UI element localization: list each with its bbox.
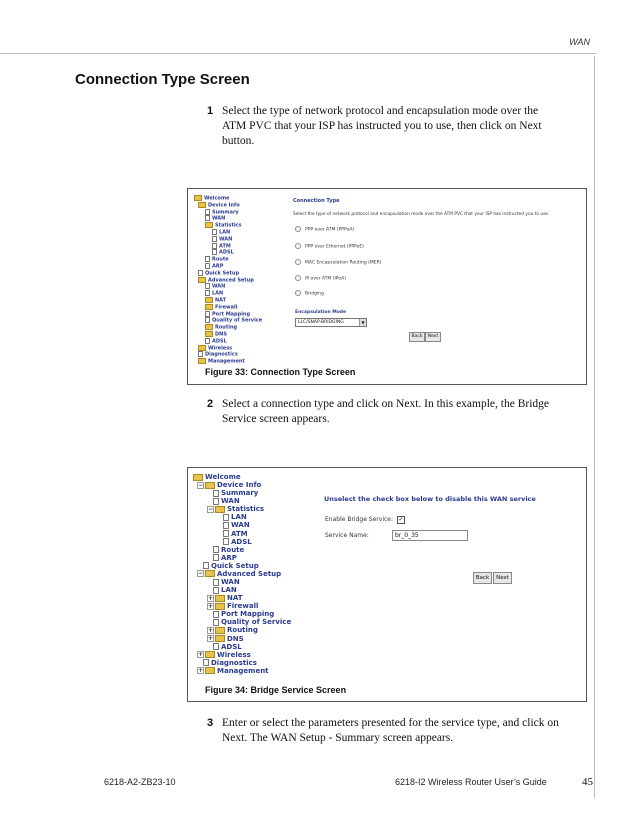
tree-item[interactable]: Quick Setup (193, 562, 291, 570)
tree-item[interactable]: − Advanced Setup (198, 569, 282, 578)
page-icon (205, 263, 210, 269)
tree-item[interactable]: Diagnostics (194, 351, 262, 358)
tree-item[interactable]: + Firewall (208, 602, 259, 611)
tree-item[interactable]: Port Mapping (193, 610, 291, 618)
tree-item[interactable]: + Wireless (198, 650, 251, 659)
tree-item[interactable]: ADSL (194, 338, 262, 345)
tree-item[interactable]: Diagnostics (193, 659, 291, 667)
page-icon (205, 283, 210, 289)
tree-item[interactable]: ATM (193, 530, 291, 538)
folder-icon (205, 304, 213, 310)
tree-item[interactable]: WAN (193, 578, 291, 586)
folder-icon (198, 345, 206, 351)
page-icon (213, 546, 219, 553)
step-number: 3 (207, 717, 214, 729)
tree-item[interactable]: ARP (193, 554, 291, 562)
page-icon (198, 270, 203, 276)
dropdown-arrow-icon: ▼ (359, 319, 366, 326)
page-icon (205, 215, 210, 221)
expand-icon[interactable]: + (208, 594, 214, 602)
step-text-line: Select the type of network protocol and encapsulation mode over the (222, 105, 539, 117)
radio-button[interactable] (295, 290, 301, 296)
page-icon (203, 562, 209, 569)
tree-item[interactable]: Summary (194, 209, 262, 216)
tree-item[interactable]: ADSL (193, 643, 291, 651)
page-icon (223, 530, 229, 537)
expand-icon[interactable]: + (198, 667, 204, 675)
folder-icon (215, 506, 225, 513)
page-icon (203, 659, 209, 666)
tree-item[interactable]: WAN (193, 497, 291, 505)
radio-button[interactable] (295, 226, 301, 232)
tree-item[interactable]: LAN (193, 586, 291, 594)
page-icon (213, 611, 219, 618)
page-icon (205, 338, 210, 344)
header-rule (0, 53, 596, 54)
tree-item[interactable]: LAN (194, 290, 262, 297)
margin-rule (594, 56, 595, 798)
footer-doc-id: 6218-A2-ZB23-10 (104, 777, 176, 787)
expand-icon[interactable]: + (208, 626, 214, 634)
tree-item[interactable]: WAN (193, 521, 291, 529)
radio-button[interactable] (295, 259, 301, 265)
tree-item[interactable]: Routing (194, 324, 262, 331)
tree-item[interactable]: WAN (194, 236, 262, 243)
page-icon (205, 311, 210, 317)
expand-icon[interactable]: + (208, 635, 214, 643)
tree-item[interactable]: Route (194, 256, 262, 263)
tree-item[interactable]: ADSL (193, 538, 291, 546)
step-number: 2 (207, 398, 214, 410)
tree-item[interactable]: Quality of Service (194, 317, 262, 324)
expand-icon[interactable]: + (198, 651, 204, 659)
back-button[interactable]: Back (409, 332, 425, 342)
page-icon (213, 490, 219, 497)
step-1 (207, 104, 577, 152)
step-text-line: Enter or select the parameters presented for the service type, and click on (222, 717, 559, 729)
radio-option[interactable]: PPP over ATM (PPPoA) (295, 226, 354, 233)
tree-item[interactable]: Route (193, 546, 291, 554)
collapse-icon[interactable]: − (198, 481, 204, 489)
page-icon (212, 243, 217, 249)
collapse-icon[interactable]: − (198, 570, 204, 578)
nav-tree (194, 195, 262, 365)
tree-item[interactable]: + NAT (208, 594, 243, 603)
tree-item[interactable]: Advanced Setup (194, 277, 262, 284)
page-icon (213, 498, 219, 505)
figure-caption: Figure 34: Bridge Service Screen (205, 685, 347, 695)
connection-type-screenshot (188, 189, 586, 365)
step-text-line: Service screen appears. (222, 413, 330, 425)
page-icon (213, 554, 219, 561)
page-icon (205, 290, 210, 296)
step-text-line: Select a connection type and click on Next. In this example, the Bridge (222, 398, 550, 410)
service-name-input[interactable]: br_0_35 (392, 530, 468, 541)
step-text-line: Next. The WAN Setup - Summary screen appears. (222, 732, 454, 744)
bridge-service-screenshot (188, 468, 586, 680)
page-icon (213, 643, 219, 650)
step-text-line: button. (222, 135, 255, 147)
folder-icon (215, 627, 225, 634)
radio-option[interactable]: MAC Encapsulation Routing (MER) (295, 259, 382, 266)
page-icon (213, 587, 219, 594)
figure-34 (187, 467, 587, 702)
folder-icon (215, 595, 225, 602)
folder-icon (205, 331, 213, 337)
encapsulation-select[interactable]: LLC/SNAP-BRIDGING ▼ (295, 318, 367, 327)
tree-item[interactable]: LAN (193, 513, 291, 521)
page-icon (223, 522, 229, 529)
tree-item[interactable]: Welcome (193, 473, 291, 481)
folder-icon (205, 667, 215, 674)
page-icon (212, 249, 217, 255)
radio-option-selected[interactable]: Bridging (295, 290, 324, 297)
page-number: 45 (582, 776, 593, 788)
tree-item[interactable]: − Statistics (208, 505, 265, 514)
page-icon (223, 538, 229, 545)
tree-item[interactable]: + Management (198, 666, 269, 675)
tree-item[interactable]: Quick Setup (194, 270, 262, 277)
step-3 (207, 716, 577, 748)
tree-item[interactable]: WAN (194, 215, 262, 222)
tree-item[interactable]: + Routing (208, 626, 258, 635)
tree-item[interactable]: Port Mapping (194, 311, 262, 318)
page-icon (198, 351, 203, 357)
service-name-label: Service Name: (325, 532, 369, 539)
tree-item[interactable]: Device Info (194, 202, 262, 209)
enable-bridge-checkbox[interactable]: ✓ (398, 517, 404, 523)
tree-item[interactable]: Wireless (194, 345, 262, 352)
folder-icon (205, 297, 213, 303)
page-icon (205, 256, 210, 262)
radio-option[interactable]: PPP over Ethernet (PPPoE) (295, 243, 364, 250)
page-icon (212, 229, 217, 235)
next-button[interactable]: Next (493, 572, 512, 584)
tree-item[interactable]: Management (194, 358, 262, 365)
folder-icon (205, 482, 215, 489)
tree-item[interactable]: WAN (194, 283, 262, 290)
folder-icon (205, 324, 213, 330)
collapse-icon[interactable]: − (208, 505, 214, 513)
tree-item[interactable]: − Device Info (198, 481, 262, 490)
tree-item[interactable]: Firewall (194, 304, 262, 311)
page-icon (213, 619, 219, 626)
page-icon (205, 209, 210, 215)
panel-instruction: Select the type of network protocol and encapsulation mode over the ATM PVC that your ISP has instructed you to use. (293, 212, 550, 217)
figure-caption: Figure 33: Connection Type Screen (205, 367, 356, 377)
page-icon (205, 317, 210, 323)
nav-tree (193, 473, 291, 675)
tree-item[interactable]: Summary (193, 489, 291, 497)
panel-title: Unselect the check box below to disable this WAN service (324, 495, 536, 503)
page-icon (223, 514, 229, 521)
encapsulation-label: Encapsulation Mode (295, 310, 347, 315)
folder-icon (205, 570, 215, 577)
step-text-line: ATM PVC that your ISP has instructed you to use, then click on Next (222, 120, 542, 132)
folder-icon (198, 202, 206, 208)
back-button[interactable]: Back (473, 572, 492, 584)
panel-title: Connection Type (293, 198, 340, 204)
step-number: 1 (207, 105, 214, 117)
radio-button[interactable] (295, 275, 301, 281)
folder-icon (198, 277, 206, 283)
folder-icon (205, 222, 213, 228)
folder-icon (194, 195, 202, 201)
folder-icon (215, 603, 225, 610)
footer-guide-title: 6218-I2 Wireless Router User’s Guide (395, 777, 547, 787)
tree-item[interactable]: DNS (194, 331, 262, 338)
enable-bridge-label: Enable Bridge Service: (325, 516, 394, 523)
page-icon (213, 579, 219, 586)
tree-item[interactable]: LAN (194, 229, 262, 236)
step-2 (207, 397, 577, 429)
tree-item[interactable]: Welcome (194, 195, 262, 202)
tree-item[interactable]: NAT (194, 297, 262, 304)
figure-33 (187, 188, 587, 385)
expand-icon[interactable]: + (208, 602, 214, 610)
chapter-header: WAN (569, 37, 590, 47)
page-icon (212, 236, 217, 242)
folder-icon (193, 474, 203, 481)
tree-item[interactable]: ARP (194, 263, 262, 270)
folder-icon (205, 651, 215, 658)
tree-item[interactable]: Statistics (194, 222, 262, 229)
radio-button[interactable] (295, 243, 301, 249)
tree-item[interactable]: ADSL (194, 249, 262, 256)
folder-icon (198, 358, 206, 364)
radio-option[interactable]: IP over ATM (IPoA) (295, 275, 346, 282)
tree-item[interactable]: ATM (194, 243, 262, 250)
tree-item[interactable]: + DNS (208, 634, 244, 643)
tree-item[interactable]: Quality of Service (193, 618, 291, 626)
section-title: Connection Type Screen (75, 71, 250, 88)
next-button[interactable]: Next (425, 332, 441, 342)
folder-icon (215, 635, 225, 642)
